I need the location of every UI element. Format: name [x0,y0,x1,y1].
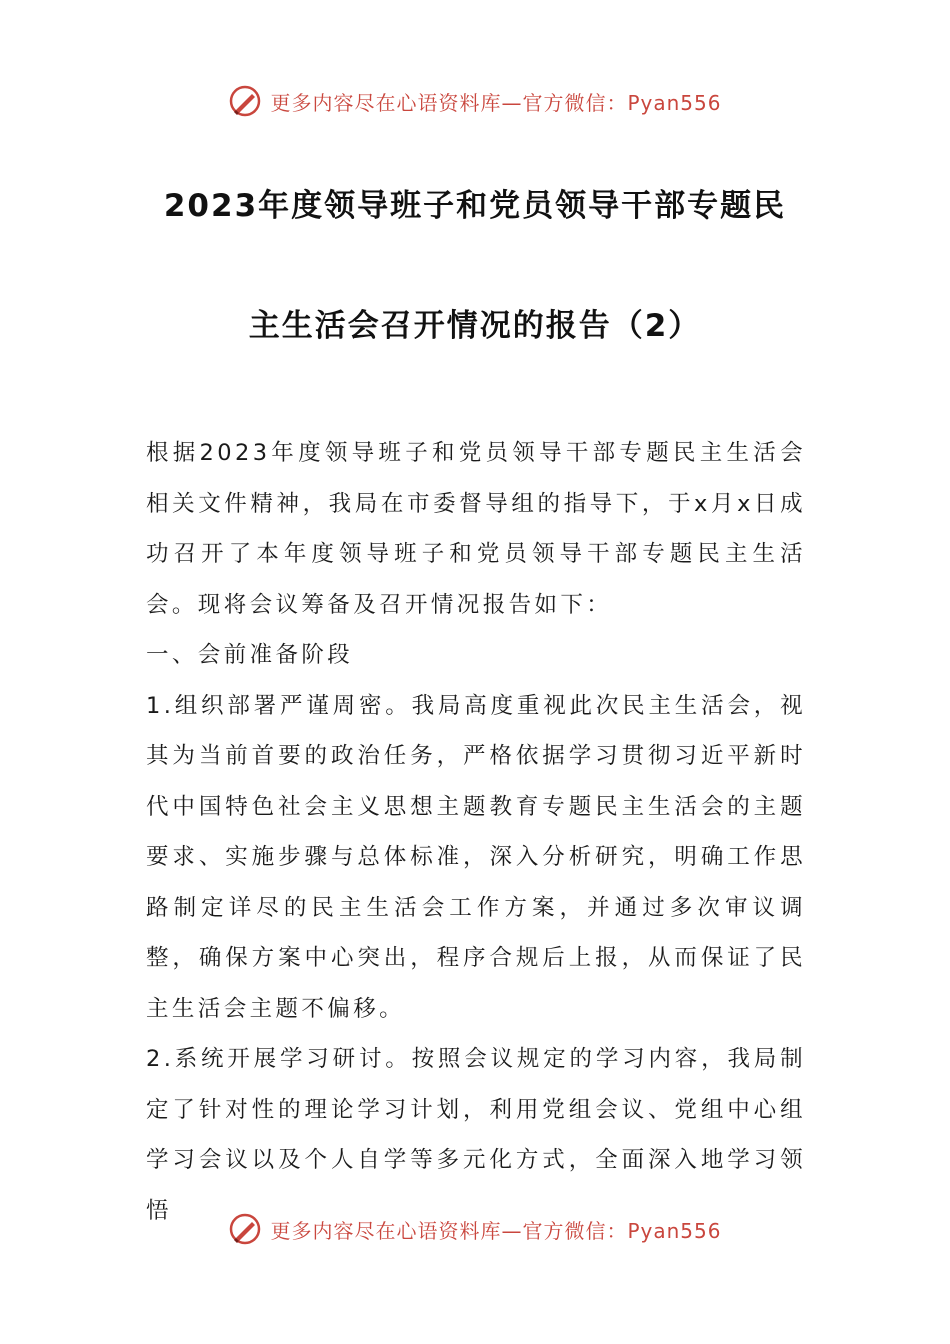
section-heading: 一、会前准备阶段 [146,642,354,668]
document-title-line-2: 主生活会召开情况的报告（2） [248,308,702,344]
item-1-paragraph: 1.组织部署严谨周密。我局高度重视此次民主生活会，视其为当前首要的政治任务，严格依据学习贯彻习近平新时代中国特色社会主义思想主题教育专题民主生活会的主题要求、实施步骤与总体标准，深入分析研究，明确工作思路制定详尽的民主生活会工作方案，并通过多次审议调整，确保方案中心突出，程序合规后上报，从而保证了民主生活会主题不偏移。 [146,692,806,1022]
document-body [146,428,806,1236]
watermark-banner-bottom [0,1212,950,1246]
watermark-text: 更多内容尽在心语资料库—官方微信：Pyan556 [270,90,722,115]
intro-paragraph: 根据2023年度领导班子和党员领导干部专题民主生活会相关文件精神，我局在市委督导组的指导下，于x月x日成功召开了本年度领导班子和党员领导干部专题民主生活会。现将会议筹备及召开情况报告如下： [146,440,806,618]
item-2-paragraph: 2.系统开展学习研讨。按照会议规定的学习内容，我局制定了针对性的理论学习计划，利用党组会议、党组中心组学习会议以及个人自学等多元化方式，全面深入地学习领悟 [146,1046,806,1224]
watermark-banner-top [0,84,950,118]
document-title-line-1: 2023年度领导班子和党员领导干部专题民 [163,188,787,224]
pen-logo-icon [228,1212,262,1246]
watermark-text: 更多内容尽在心语资料库—官方微信：Pyan556 [270,1218,722,1243]
pen-logo-icon [228,84,262,118]
